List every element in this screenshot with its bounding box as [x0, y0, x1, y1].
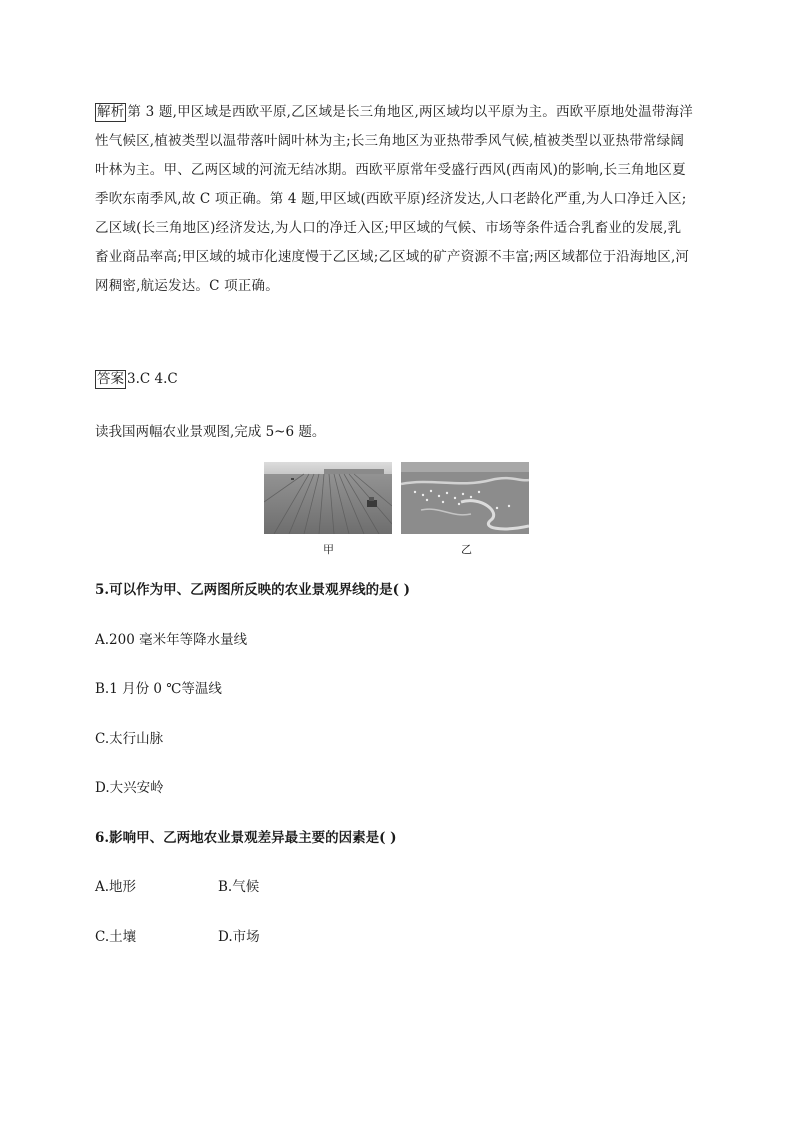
analysis-tag: 解析	[97, 104, 125, 120]
grassland-photo	[401, 462, 529, 534]
intro-text: 读我国两幅农业景观图,完成 5~6 题。	[95, 424, 326, 440]
question-6-option-c: C.土壤	[95, 929, 137, 945]
question-6-stem: 6.影响甲、乙两地农业景观差异最主要的因素是( )	[95, 830, 397, 846]
analysis-text: 第 3 题,甲区域是西欧平原,乙区域是长三角地区,两区域均以平原为主。西欧平原地处温带海洋性气候区,植被类型以温带落叶阔叶林为主;长三角地区为亚热带季风气候,植被类型以亚热带常绿阔叶林为主。甲、乙两区域的河流无结冰期。西欧平原常年受盛行西风(西南风)的影响,长三角地区夏季吹东南季风,故 C 项正确。第 4 题,甲区域(西欧平原)经济发达,人口老龄化严重,为人口净迁入区;乙区域(长三角地区)经济发达,为人口的净迁入区;甲区域的气候、市场等条件适合乳畜业的发展,乳畜业商品率高;甲区域的城市化速度慢于乙区域;乙区域的矿产资源不丰富;两区域都位于沿海地区,河网稠密,航运发达。C 项正确。	[95, 104, 693, 294]
analysis-paragraph	[95, 98, 695, 301]
question-6-option-b: B.气候	[218, 879, 260, 895]
question-6-option-a: A.地形	[95, 879, 137, 895]
question-5-option-d: D.大兴安岭	[95, 780, 164, 796]
answer-line	[95, 370, 178, 389]
question-5-option-b: B.1 月份 0 ℃等温线	[95, 681, 222, 697]
question-5-option-a: A.200 毫米年等降水量线	[95, 632, 248, 648]
question-5-stem: 5.可以作为甲、乙两图所反映的农业景观界线的是( )	[95, 582, 411, 598]
farmland-photo	[264, 462, 392, 534]
question-6-option-d: D.市场	[218, 929, 260, 945]
question-5-option-c: C.太行山脉	[95, 731, 164, 747]
answer-tag: 答案	[97, 371, 124, 387]
answer-text: 3.C 4.C	[127, 371, 178, 387]
figure-caption-right: 乙	[461, 543, 472, 556]
figure-caption-left: 甲	[323, 543, 334, 556]
